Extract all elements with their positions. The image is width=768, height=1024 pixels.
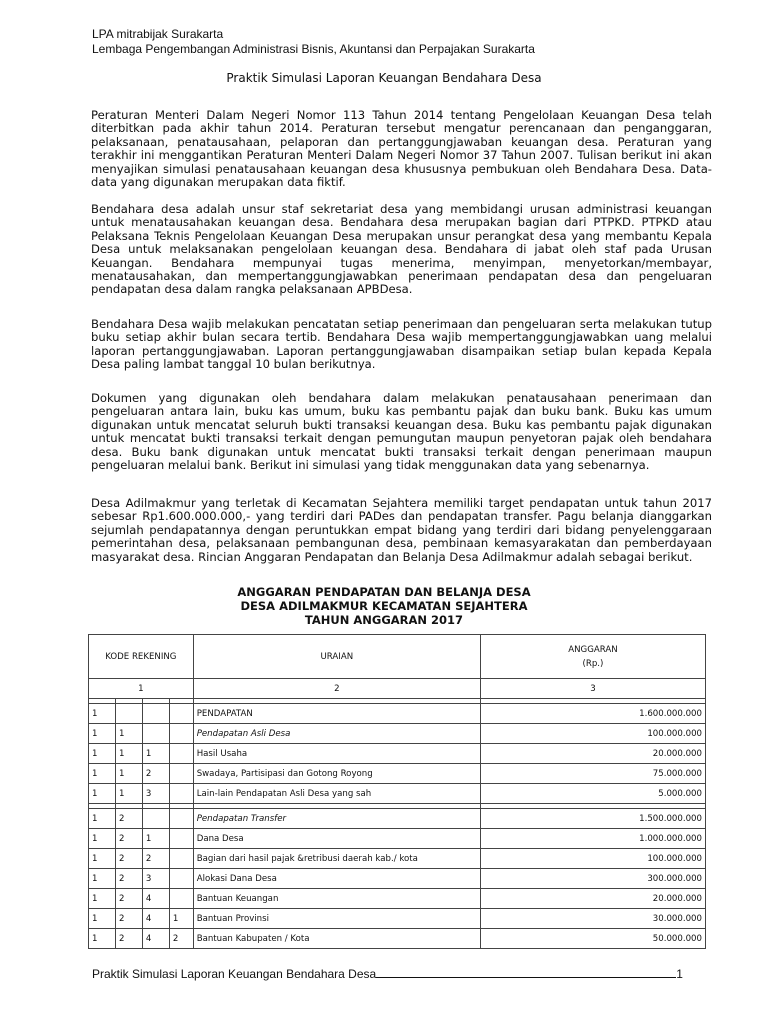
kode-cell-2: 1: [115, 784, 142, 804]
anggaran-cell: 30.000.000: [480, 909, 705, 929]
table-header-row: [89, 635, 706, 679]
kode-cell-1: 1: [89, 704, 116, 724]
footer-rule: [376, 966, 676, 978]
kode-cell-3: 3: [142, 784, 169, 804]
anggaran-cell: 1.600.000.000: [480, 704, 705, 724]
anggaran-cell: 50.000.000: [480, 929, 705, 949]
table-row: [89, 909, 706, 929]
kode-cell-2: 2: [115, 829, 142, 849]
kode-cell-4: 2: [169, 929, 193, 949]
kode-cell-2: 1: [115, 724, 142, 744]
col-anggaran-unit: (Rp.): [582, 658, 604, 669]
kode-cell-3: 4: [142, 909, 169, 929]
kode-cell-3: 4: [142, 889, 169, 909]
table-heading-line3: TAHUN ANGGARAN 2017: [304, 613, 464, 627]
anggaran-cell: 5.000.000: [480, 784, 705, 804]
kode-cell-1: 1: [89, 829, 116, 849]
table-row: [89, 829, 706, 849]
kode-cell-4: [169, 704, 193, 724]
anggaran-cell: 20.000.000: [480, 889, 705, 909]
kode-cell-3: [142, 704, 169, 724]
uraian-cell: Bantuan Keuangan: [193, 889, 480, 909]
kode-cell-2: 1: [115, 764, 142, 784]
paragraph-5: Desa Adilmakmur yang terletak di Kecamatan Sejahtera memiliki target pendapatan untuk tahun 2017 sebesar Rp1.600.000.000,- yang terdiri dari PADes dan pendapatan transfer. Pagu belanja dianggarkan sejumlah pendapatannya dengan peruntukkan empat bidang yang terdiri dari bidang penyelenggaraan pemerintahan desa, pelaksanaan pembangunan desa, pembinaan kemasyarakatan dan pemberdayaan masyarakat desa. Rincian Anggaran Pendapatan dan Belanja Desa Adilmakmur adalah sebagai berikut.: [91, 496, 712, 564]
uraian-cell: Bantuan Kabupaten / Kota: [193, 929, 480, 949]
column-number-2: 2: [193, 679, 480, 699]
uraian-cell: Swadaya, Partisipasi dan Gotong Royong: [193, 764, 480, 784]
kode-cell-4: [169, 849, 193, 869]
kode-cell-4: [169, 869, 193, 889]
paragraph-3: Bendahara Desa wajib melakukan pencatatan setiap penerimaan dan pengeluaran serta melakukan tutup buku setiap akhir bulan secara tertib. Bendahara Desa wajib mempertanggungjawabkan uang melalui laporan pertanggungjawaban. Laporan pertanggungjawaban disampaikan setiap bulan kepada Kepala Desa paling lambat tanggal 10 bulan berikutnya.: [91, 317, 712, 372]
anggaran-cell: 1.500.000.000: [480, 809, 705, 829]
kode-cell-1: 1: [89, 929, 116, 949]
budget-table: [88, 634, 706, 949]
kode-cell-2: [115, 704, 142, 724]
kode-cell-3: 4: [142, 929, 169, 949]
col-kode-rekening: KODE REKENING: [89, 635, 194, 679]
table-row: [89, 809, 706, 829]
uraian-cell: Alokasi Dana Desa: [193, 869, 480, 889]
uraian-cell: Dana Desa: [193, 829, 480, 849]
footer-text: Praktik Simulasi Laporan Keuangan Bendahara Desa: [92, 967, 377, 981]
kode-cell-3: 1: [142, 829, 169, 849]
kode-cell-1: 1: [89, 869, 116, 889]
uraian-cell: Pendapatan Asli Desa: [193, 724, 480, 744]
kode-cell-4: [169, 784, 193, 804]
paragraph-4: Dokumen yang digunakan oleh bendahara dalam melakukan penatausahaan penerimaan dan pengeluaran antara lain, buku kas umum, buku kas pembantu pajak dan buku bank. Buku kas umum digunakan untuk mencatat seluruh bukti transaksi keuangan desa. Buku kas pembantu pajak digunakan untuk mencatat bukti transaksi terkait dengan pemungutan maupun penyetoran pajak oleh bendahara desa. Buku bank digunakan untuk mencatat bukti transaksi terkait dengan penerimaan maupun pengeluaran melalui bank. Berikut ini simulasi yang tidak menggunakan data yang sebenarnya.: [91, 391, 712, 473]
anggaran-cell: 20.000.000: [480, 744, 705, 764]
uraian-cell: Lain-lain Pendapatan Asli Desa yang sah: [193, 784, 480, 804]
uraian-cell: Pendapatan Transfer: [193, 809, 480, 829]
table-row: [89, 764, 706, 784]
uraian-cell: Bantuan Provinsi: [193, 909, 480, 929]
kode-cell-1: 1: [89, 849, 116, 869]
uraian-cell: Hasil Usaha: [193, 744, 480, 764]
kode-cell-4: 1: [169, 909, 193, 929]
column-number-3: 3: [480, 679, 705, 699]
page-footer: [92, 966, 683, 981]
kode-cell-2: 1: [115, 744, 142, 764]
table-number-row: [89, 679, 706, 699]
table-row: [89, 724, 706, 744]
table-row: [89, 704, 706, 724]
kode-cell-1: 1: [89, 809, 116, 829]
column-number-1: 1: [89, 679, 194, 699]
kode-cell-1: 1: [89, 909, 116, 929]
table-row: [89, 889, 706, 909]
anggaran-cell: 75.000.000: [480, 764, 705, 784]
col-anggaran-label: ANGGARAN: [568, 644, 618, 655]
kode-cell-4: [169, 889, 193, 909]
anggaran-cell: 1.000.000.000: [480, 829, 705, 849]
document-title: Praktik Simulasi Laporan Keuangan Bendahara Desa: [226, 71, 542, 85]
kode-cell-3: 2: [142, 764, 169, 784]
uraian-cell: Bagian dari hasil pajak &retribusi daerah kab./ kota: [193, 849, 480, 869]
table-row: [89, 929, 706, 949]
kode-cell-2: 2: [115, 889, 142, 909]
kode-cell-3: [142, 809, 169, 829]
anggaran-cell: 300.000.000: [480, 869, 705, 889]
paragraph-1: Peraturan Menteri Dalam Negeri Nomor 113 Tahun 2014 tentang Pengelolaan Keuangan Desa telah diterbitkan pada akhir tahun 2014. Peraturan tersebut mengatur perencanaan dan penganggaran, pelaksanaan, penatausahaan, pelaporan dan pertanggungjawaban keuangan desa. Peraturan yang terakhir ini menggantikan Peraturan Menteri Dalam Negeri Nomor 37 Tahun 2007. Tulisan berikut ini akan menyajikan simulasi penatausahaan keuangan desa khususnya pembukuan oleh Bendahara Desa. Data-data yang digunakan merupakan data fiktif.: [91, 108, 712, 190]
kode-cell-1: 1: [89, 889, 116, 909]
kode-cell-3: 2: [142, 849, 169, 869]
footer-page-number: 1: [676, 967, 683, 981]
header-full-name: Lembaga Pengembangan Administrasi Bisnis, Akuntansi dan Perpajakan Surakarta: [92, 42, 535, 56]
kode-cell-2: 2: [115, 909, 142, 929]
kode-cell-3: 1: [142, 744, 169, 764]
table-heading-line1: ANGGARAN PENDAPATAN DAN BELANJA DESA: [237, 585, 531, 599]
table-heading-line2: DESA ADILMAKMUR KECAMATAN SEJAHTERA: [240, 599, 528, 613]
table-row: [89, 869, 706, 889]
header-org: LPA mitrabijak Surakarta: [92, 27, 224, 41]
anggaran-cell: 100.000.000: [480, 724, 705, 744]
kode-cell-1: 1: [89, 744, 116, 764]
kode-cell-4: [169, 809, 193, 829]
kode-cell-4: [169, 724, 193, 744]
kode-cell-4: [169, 744, 193, 764]
table-row: [89, 784, 706, 804]
kode-cell-2: 2: [115, 809, 142, 829]
kode-cell-3: [142, 724, 169, 744]
col-anggaran: [480, 635, 705, 679]
anggaran-cell: 100.000.000: [480, 849, 705, 869]
kode-cell-4: [169, 764, 193, 784]
kode-cell-4: [169, 829, 193, 849]
table-row: [89, 849, 706, 869]
paragraph-2: Bendahara desa adalah unsur staf sekretariat desa yang membidangi urusan administrasi keuangan untuk menatausahakan keuangan desa. Bendahara desa merupakan bagian dari PTPKD. PTPKD atau Pelaksana Teknis Pengelolaan Keuangan Desa merupakan unsur perangkat desa yang membantu Kepala Desa untuk melaksanakan pengelolaan keuangan desa. Bendahara di jabat oleh staf pada Urusan Keuangan. Bendahara mempunyai tugas menerima, menyimpan, menyetorkan/membayar, menatausahakan, dan mempertanggungjawabkan penerimaan pendapatan desa dan pengeluaran pendapatan desa dalam rangka pelaksanaan APBDesa.: [91, 202, 712, 297]
kode-cell-2: 2: [115, 869, 142, 889]
kode-cell-3: 3: [142, 869, 169, 889]
kode-cell-2: 2: [115, 929, 142, 949]
kode-cell-1: 1: [89, 764, 116, 784]
kode-cell-2: 2: [115, 849, 142, 869]
uraian-cell: PENDAPATAN: [193, 704, 480, 724]
table-row: [89, 744, 706, 764]
kode-cell-1: 1: [89, 784, 116, 804]
col-uraian: URAIAN: [193, 635, 480, 679]
kode-cell-1: 1: [89, 724, 116, 744]
